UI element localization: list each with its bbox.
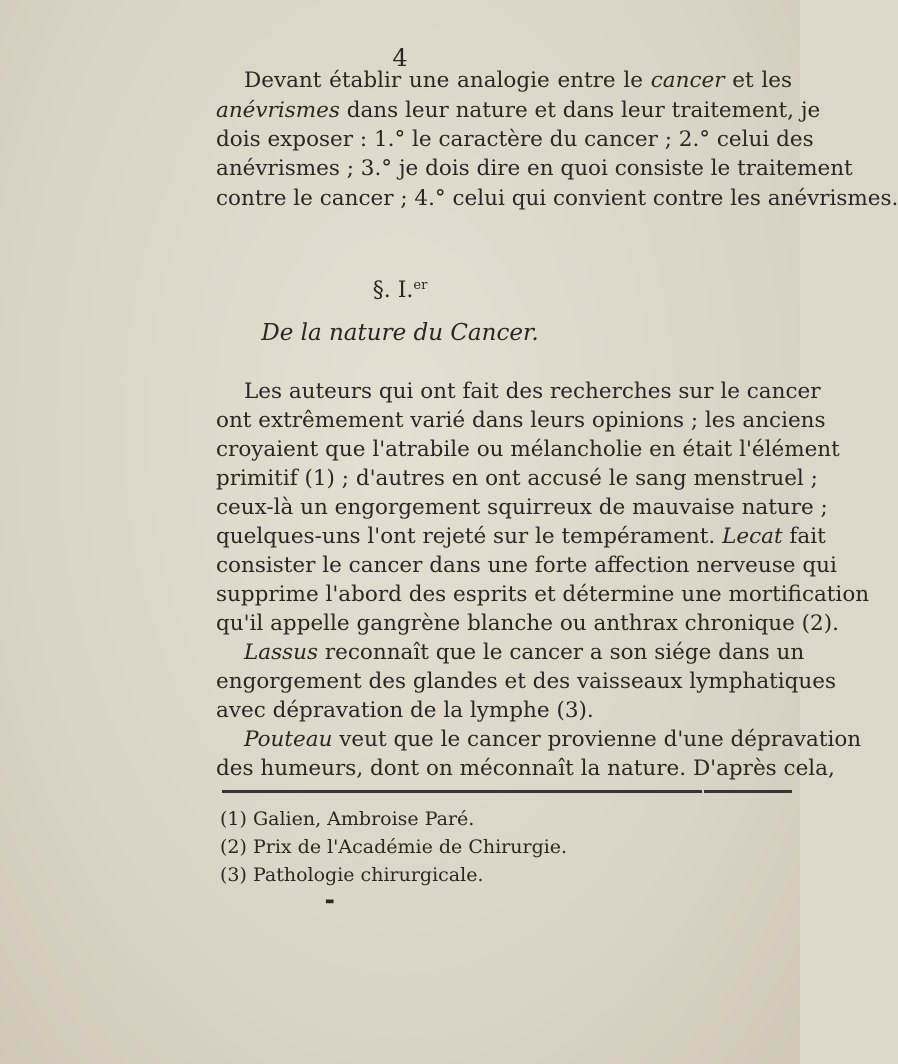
body-line-9: qu'il appelle gangrène blanche ou anthrax chronique (2). <box>216 611 839 636</box>
body-line-2: ont extrêmement varié dans leurs opinions ; les anciens <box>216 408 826 433</box>
footnote-rule <box>222 790 702 793</box>
intro-line-1-text: Devant établir une analogie entre le cancer et les <box>244 68 792 93</box>
intro-line-1 <box>244 66 792 95</box>
body-line-10: Lassus reconnaît que le cancer a son siége dans un <box>244 640 805 665</box>
footnote-2: (2) Prix de l'Académie de Chirurgie. <box>220 836 568 858</box>
body-line-5: ceux-là un engorgement squirreux de mauvaise nature ; <box>216 495 828 520</box>
body-line-6: quelques-uns l'ont rejeté sur le tempérament. Lecat fait <box>216 524 826 549</box>
footnote-1: (1) Galien, Ambroise Paré. <box>220 808 475 830</box>
body-line-1: Les auteurs qui ont fait des recherches sur le cancer <box>244 379 821 404</box>
intro-line-4: anévrismes ; 3.° je dois dire en quoi consiste le traitement <box>216 156 853 181</box>
body-line-8: supprime l'abord des esprits et détermine une mortification <box>216 582 870 607</box>
intro-line-2: anévrismes dans leur nature et dans leur traitement, je <box>216 98 821 123</box>
body-line-14: des humeurs, dont on méconnaît la nature. D'après cela, <box>216 756 835 781</box>
catchword-ornament: ▬ <box>325 896 335 907</box>
intro-line-5: contre le cancer ; 4.° celui qui convient contre les anévrismes. <box>216 186 898 211</box>
body-line-4: primitif (1) ; d'autres en ont accusé le sang menstruel ; <box>216 466 818 491</box>
section-mark-text: §. I. <box>372 278 414 303</box>
section-title: De la nature du Cancer. <box>261 320 539 346</box>
footnote-rule-right <box>704 790 792 793</box>
body-line-11: engorgement des glandes et des vaisseaux lymphatiques <box>216 669 837 694</box>
body-line-12: avec dépravation de la lymphe (3). <box>216 698 594 723</box>
section-mark-sup: er <box>413 278 428 293</box>
page-number: 4 <box>392 44 408 72</box>
body-line-7: consister le cancer dans une forte affection nerveuse qui <box>216 553 837 578</box>
body-line-3: croyaient que l'atrabile ou mélancholie en était l'élément <box>216 437 840 462</box>
body-line-13: Pouteau veut que le cancer provienne d'une dépravation <box>244 727 862 752</box>
footnote-3: (3) Pathologie chirurgicale. <box>220 864 484 886</box>
section-mark <box>0 278 800 303</box>
intro-line-3: dois exposer : 1.° le caractère du cancer ; 2.° celui des <box>216 127 814 152</box>
